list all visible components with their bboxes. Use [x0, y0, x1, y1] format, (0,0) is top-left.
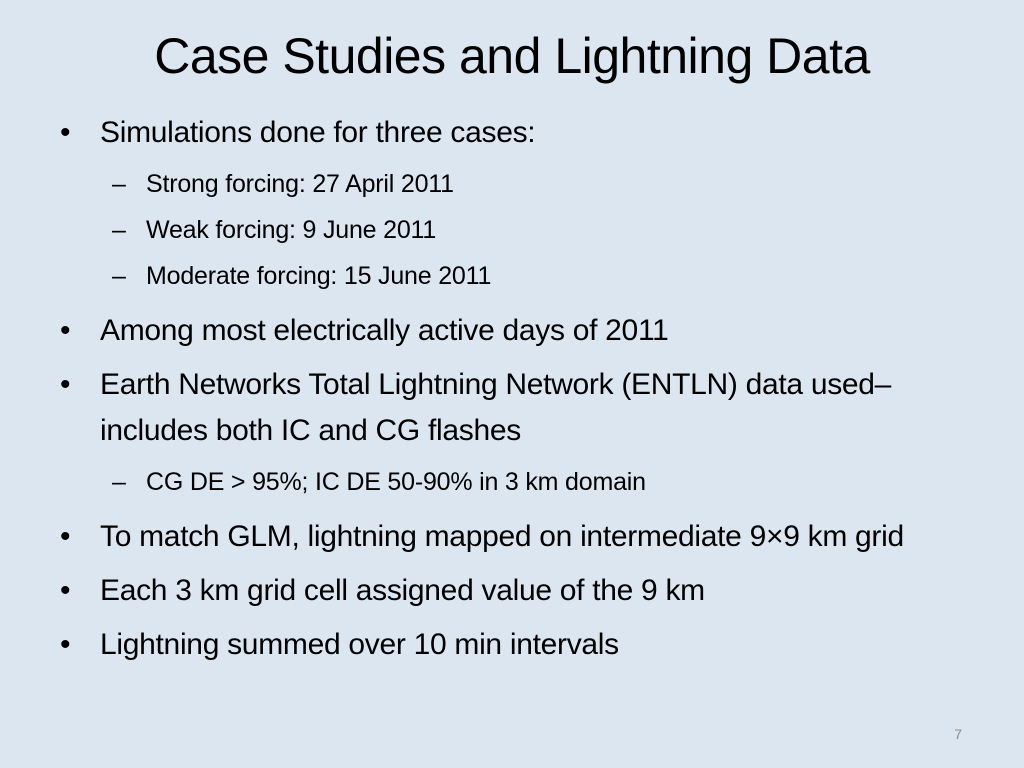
sub-bullet-text: CG DE > 95%; IC DE 50-90% in 3 km domain [146, 468, 646, 496]
slide-title: Case Studies and Lightning Data [154, 28, 870, 84]
sub-bullet-text: Strong forcing: 27 April 2011 [146, 170, 454, 198]
bullet-icon: • [60, 520, 71, 553]
bullet-item [56, 622, 976, 668]
sub-bullet-text: Moderate forcing: 15 June 2011 [146, 262, 492, 290]
bullet-item [56, 308, 976, 354]
bullet-text: Earth Networks Total Lightning Network (ENTLN) data used– includes both IC and CG flashes [100, 368, 892, 447]
dash-icon: – [112, 262, 126, 290]
bullet-icon: • [60, 628, 71, 661]
sub-bullet-item [56, 258, 976, 294]
bullet-item [56, 568, 976, 614]
page-number: 7 [954, 726, 962, 742]
bullet-text: To match GLM, lightning mapped on intermediate 9×9 km grid [100, 520, 904, 553]
sub-bullet-text: Weak forcing: 9 June 2011 [146, 216, 437, 244]
bullet-text: Simulations done for three cases: [100, 116, 536, 149]
bullet-item [56, 110, 976, 156]
slide-content [56, 110, 976, 668]
bullet-text: Each 3 km grid cell assigned value of the 9 km [100, 574, 705, 607]
dash-icon: – [112, 468, 126, 496]
bullet-item [56, 514, 976, 560]
bullet-icon: • [60, 368, 71, 401]
bullet-item [56, 362, 976, 454]
bullet-icon: • [60, 314, 71, 347]
bullet-text: Among most electrically active days of 2011 [100, 314, 669, 347]
sub-bullet-item [56, 212, 976, 248]
dash-icon: – [112, 216, 126, 244]
sub-bullet-item [56, 464, 976, 500]
dash-icon: – [112, 170, 126, 198]
bullet-icon: • [60, 116, 71, 149]
sub-bullet-item [56, 166, 976, 202]
bullet-icon: • [60, 574, 71, 607]
bullet-text: Lightning summed over 10 min intervals [100, 628, 619, 661]
